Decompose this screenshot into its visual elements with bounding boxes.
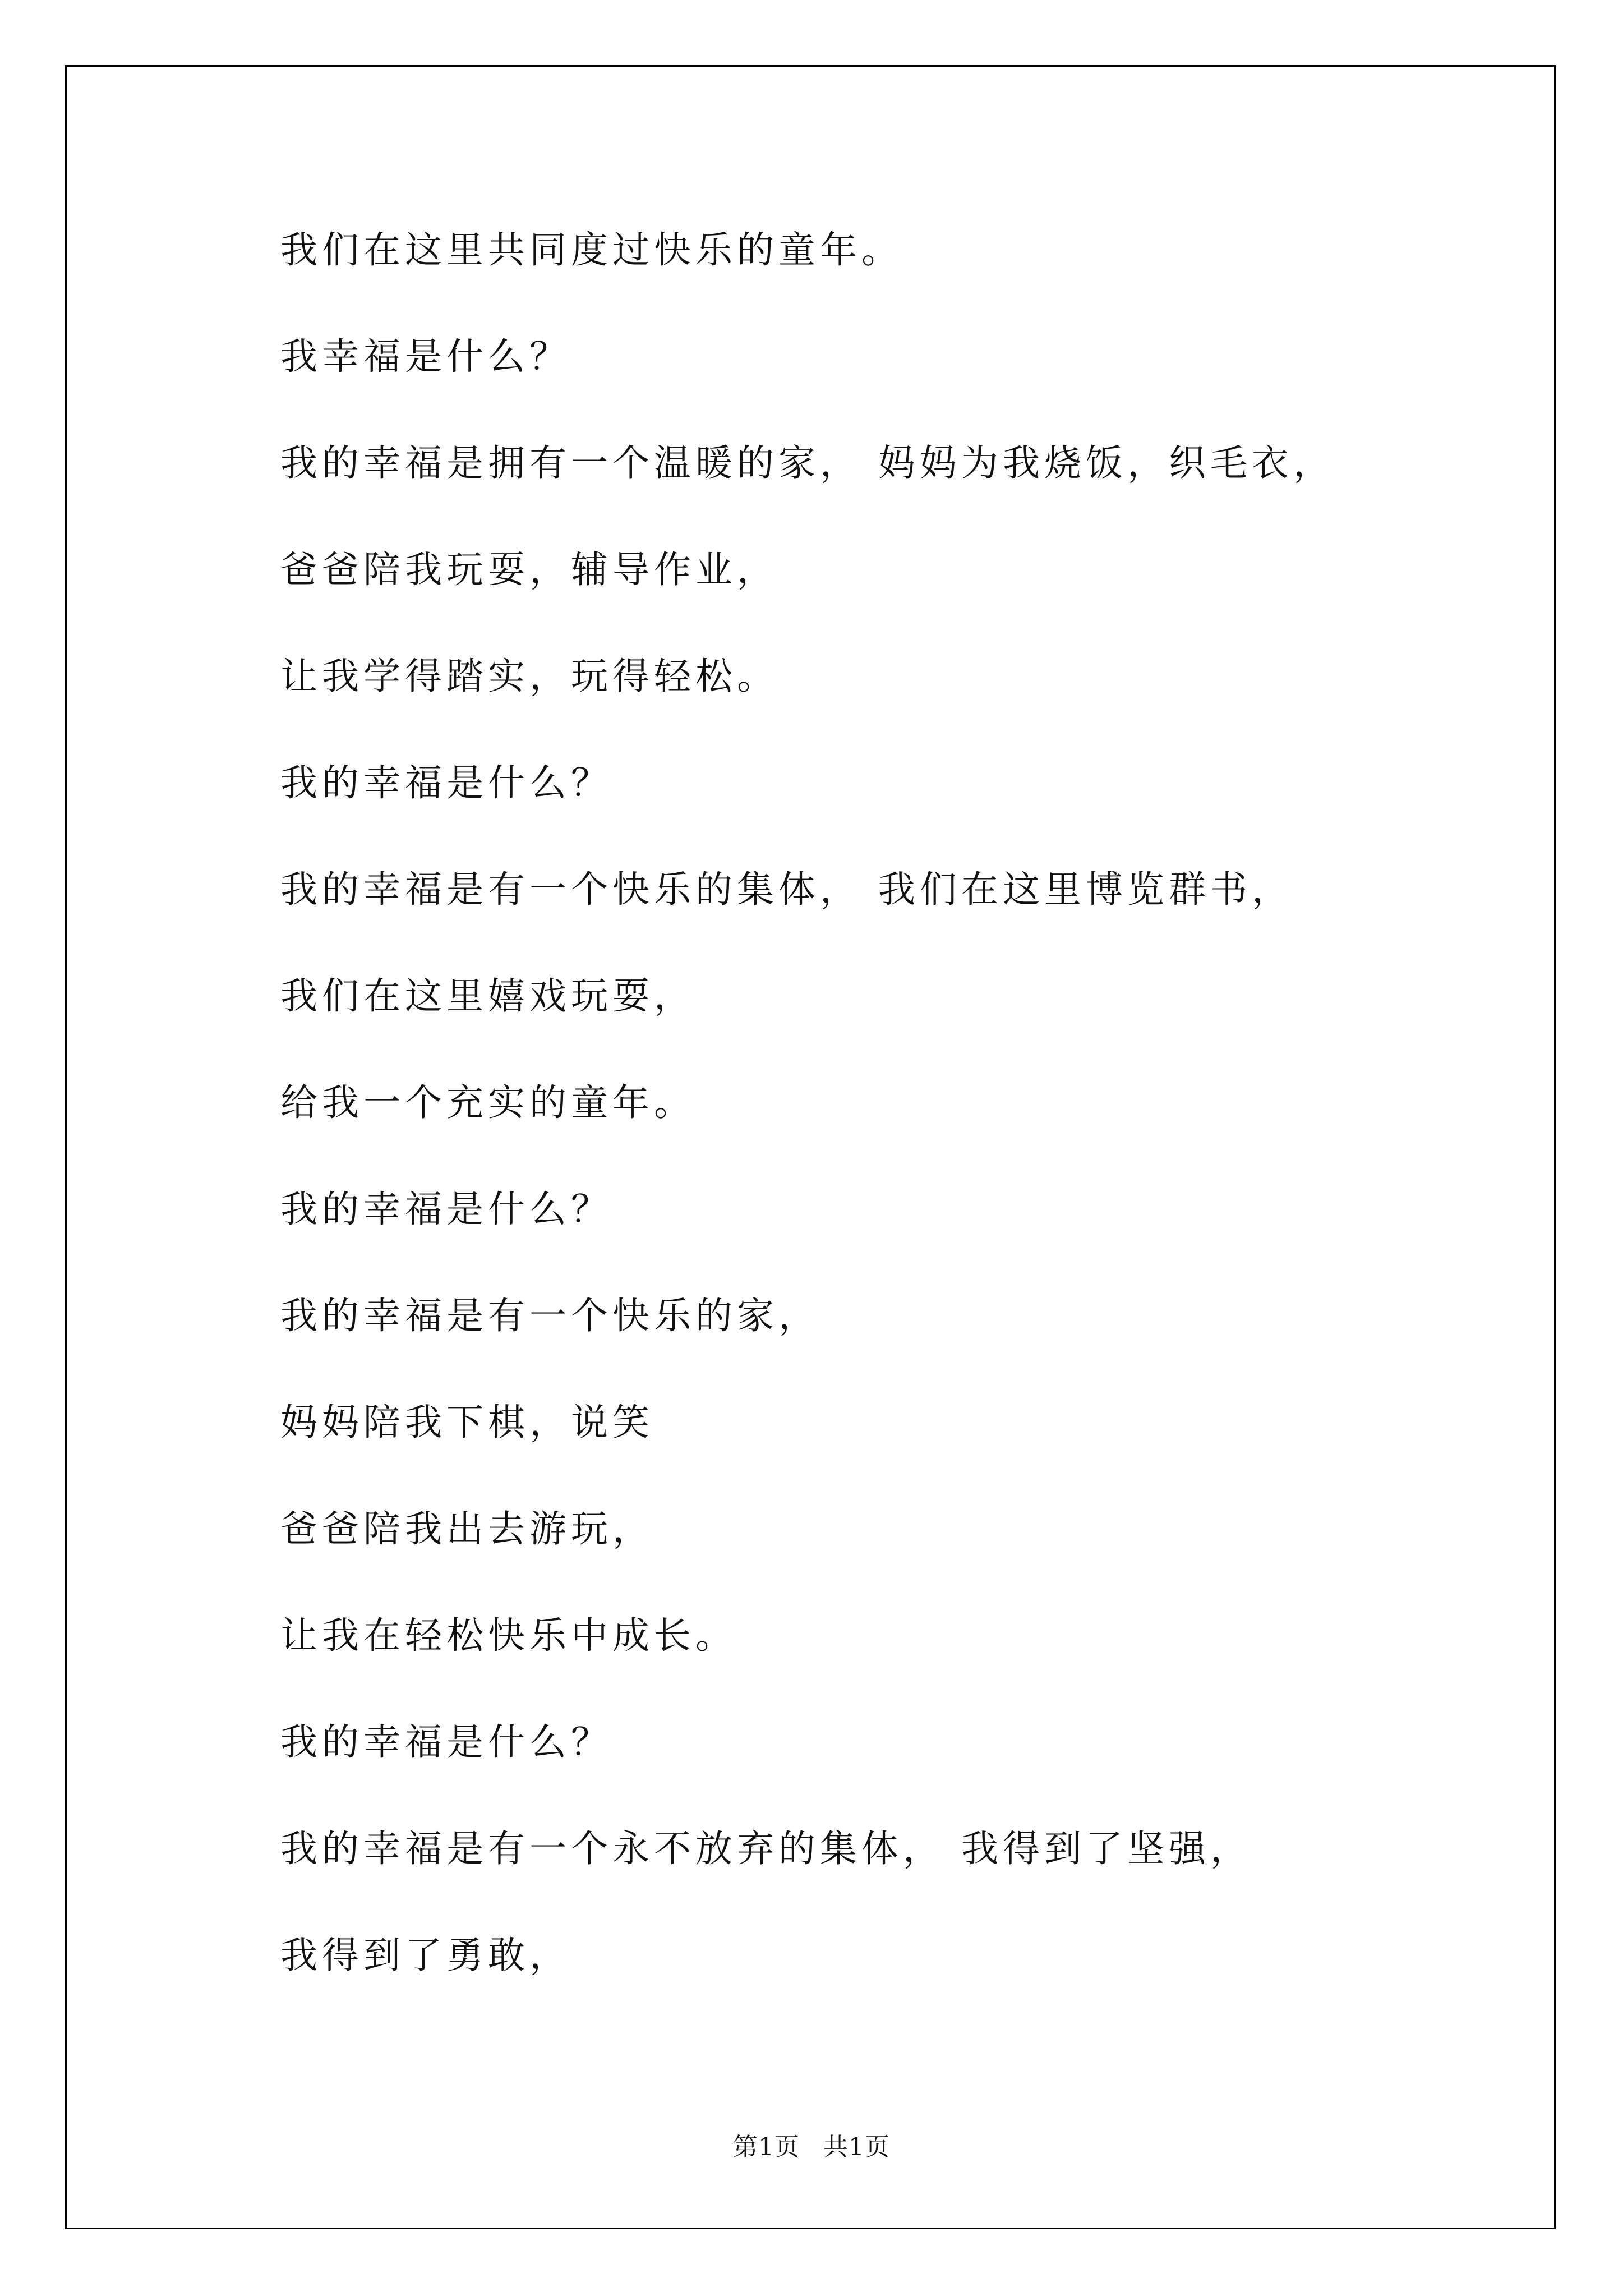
text-line xyxy=(280,1717,1430,1823)
text-segment: 我幸福是什么？ xyxy=(280,335,571,378)
text-line xyxy=(280,1077,1430,1184)
text-segment: 妈妈陪我下棋，说笑 xyxy=(280,1401,654,1444)
text-segment: 爸爸陪我出去游玩， xyxy=(280,1507,654,1550)
text-line xyxy=(280,651,1430,757)
text-segment: 我们在这里共同度过快乐的童年。 xyxy=(280,228,903,272)
text-segment: 我的幸福是什么？ xyxy=(280,1720,612,1764)
text-line xyxy=(280,1184,1430,1290)
text-segment: 我们在这里嬉戏玩耍， xyxy=(280,974,695,1018)
text-segment: 让我学得踏实，玩得轻松。 xyxy=(280,655,778,698)
text-segment: 我得到了坚强， xyxy=(961,1827,1252,1870)
text-line xyxy=(280,1397,1430,1503)
text-segment: 我的幸福是有一个快乐的集体， xyxy=(280,868,861,911)
text-line xyxy=(280,1930,1430,2036)
text-segment: 让我在轻松快乐中成长。 xyxy=(280,1614,737,1657)
text-segment: 我的幸福是有一个永不放弃的集体， xyxy=(280,1827,944,1870)
text-segment: 我的幸福是什么？ xyxy=(280,761,612,804)
page-number-total: 共1页 xyxy=(823,2133,890,2161)
text-line xyxy=(280,1823,1430,1930)
text-line xyxy=(280,864,1430,970)
text-line xyxy=(280,970,1430,1077)
text-line xyxy=(280,1503,1430,1610)
document-body xyxy=(280,224,1430,2036)
text-segment: 我的幸福是有一个快乐的家， xyxy=(280,1294,820,1337)
text-segment: 我得到了勇敢， xyxy=(280,1934,571,1977)
text-line xyxy=(280,1610,1430,1717)
text-segment: 我的幸福是什么？ xyxy=(280,1188,612,1231)
page-number-current: 第1页 xyxy=(733,2133,800,2161)
text-line xyxy=(280,331,1430,438)
text-line xyxy=(280,224,1430,331)
page-footer xyxy=(0,2132,1623,2163)
text-segment: 妈妈为我烧饭，织毛衣， xyxy=(878,441,1335,485)
text-line xyxy=(280,438,1430,544)
text-line xyxy=(280,1290,1430,1397)
text-line xyxy=(280,757,1430,864)
text-segment: 给我一个充实的童年。 xyxy=(280,1081,695,1124)
text-segment: 我的幸福是拥有一个温暖的家， xyxy=(280,441,861,485)
text-segment: 我们在这里博览群书， xyxy=(878,868,1293,911)
text-line xyxy=(280,544,1430,651)
text-segment: 爸爸陪我玩耍，辅导作业， xyxy=(280,548,778,591)
